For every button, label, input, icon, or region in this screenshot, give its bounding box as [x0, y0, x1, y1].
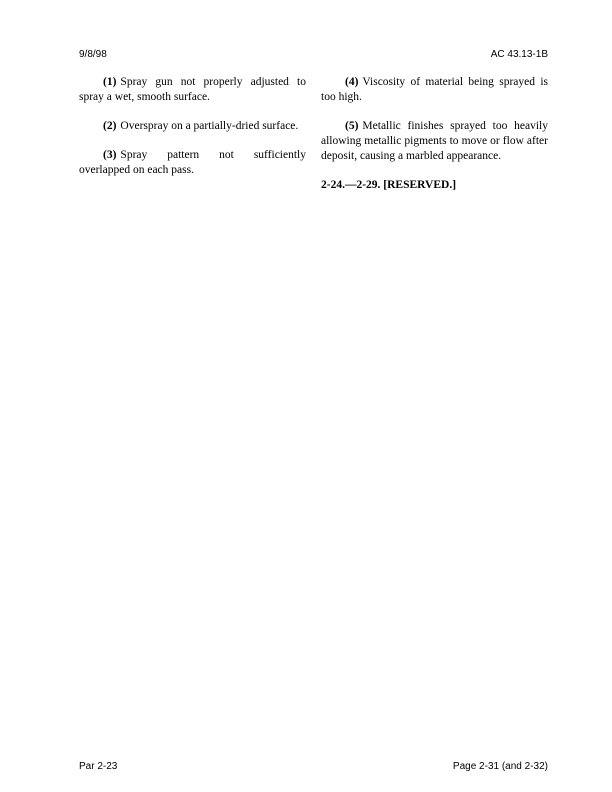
item-text: Spray pattern not sufficiently overlapped on each pass. [79, 149, 306, 176]
item-text: Metallic finishes sprayed too heavily allowing metallic pigments to move or flow after deposit, causing a marbled appearance. [321, 120, 548, 162]
left-column [79, 75, 306, 192]
footer-page-number: Page 2-31 (and 2-32) [452, 761, 548, 772]
section-heading: 2-24.—2-29. [RESERVED.] [321, 179, 457, 191]
item-text: Overspray on a partially-dried surface. [120, 120, 299, 132]
item-number: (1) [103, 76, 117, 88]
item-text: Spray gun not properly adjusted to spray a wet, smooth surface. [79, 76, 306, 103]
item-number: (3) [103, 149, 117, 161]
right-column [321, 75, 548, 193]
list-item [321, 75, 548, 105]
list-item [79, 119, 306, 134]
header-document-id: AC 43.13-1B [490, 49, 548, 60]
list-item [321, 119, 548, 164]
footer-paragraph-reference: Par 2-23 [79, 761, 118, 772]
header-date: 9/8/98 [79, 49, 107, 60]
item-text: Viscosity of material being sprayed is too high. [321, 76, 548, 103]
list-item [79, 148, 306, 178]
item-number: (5) [345, 120, 359, 132]
list-item [79, 75, 306, 105]
item-number: (2) [103, 120, 117, 132]
item-number: (4) [345, 76, 359, 88]
